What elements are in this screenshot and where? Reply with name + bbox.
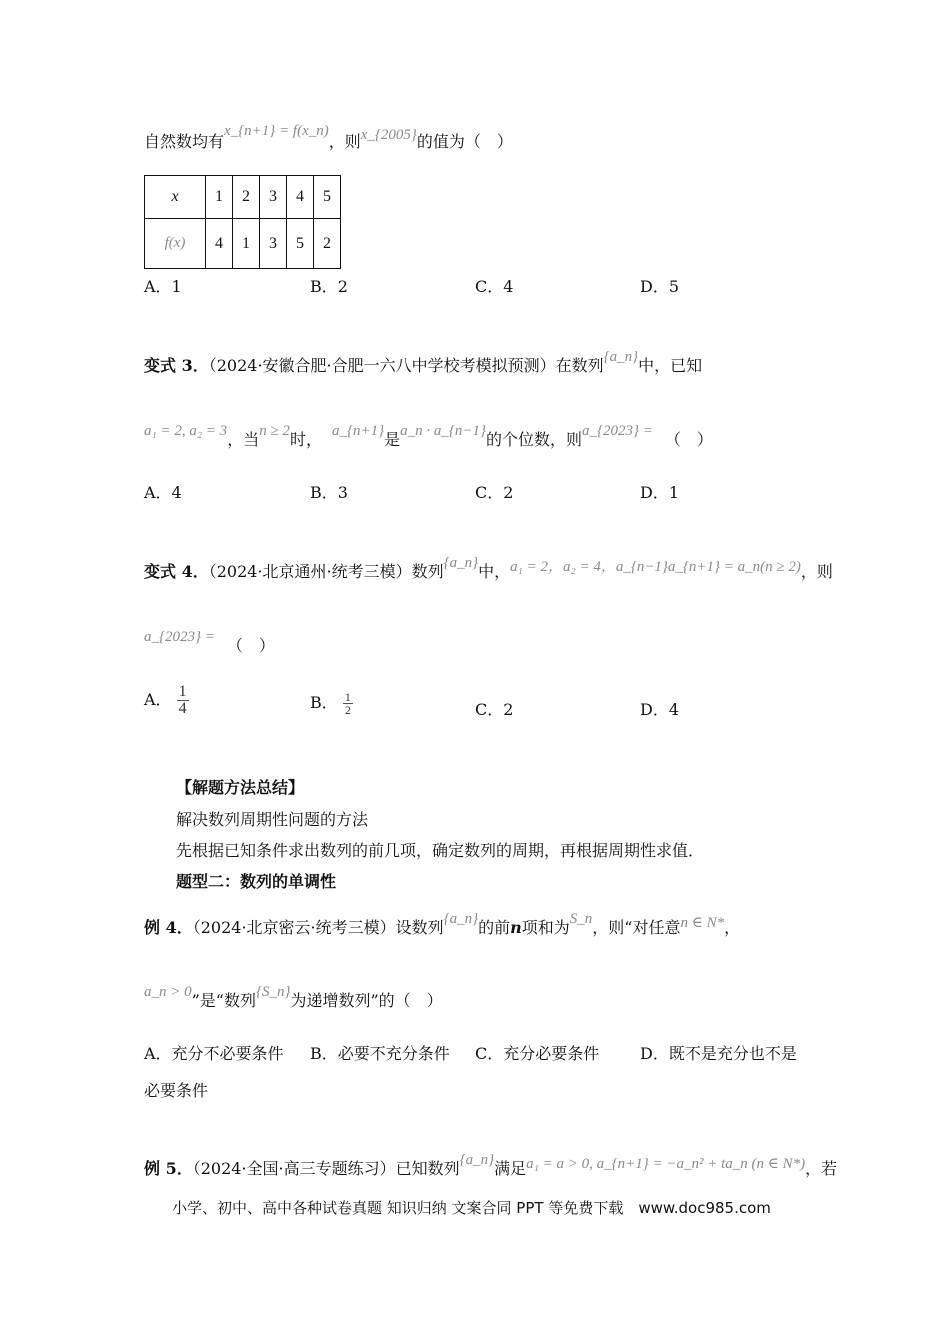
option-label: B．: [310, 693, 338, 712]
example4-option-a[interactable]: A．充分不必要条件: [144, 1044, 284, 1063]
intro-target: x_{2005}: [360, 127, 417, 143]
example4-option-d[interactable]: D．既不是充分也不是: [640, 1044, 797, 1063]
variant4-paren: （ ）: [226, 636, 275, 655]
variant3-text: 是: [384, 430, 401, 449]
variant4-label: 变式 4．: [144, 562, 209, 581]
example4-text: 为递增数列”的（ ）: [290, 991, 443, 1010]
example4-text: 项和为: [521, 918, 570, 937]
intro-text: 自然数均有: [144, 132, 225, 151]
option-c[interactable]: C．4: [475, 277, 514, 296]
example4-cond2: a_n > 0: [144, 984, 192, 1000]
variant4-option-c[interactable]: C．2: [475, 700, 514, 719]
example4-comma: ，: [724, 918, 741, 937]
variant3-option-b[interactable]: B．3: [310, 483, 348, 502]
table-cell: 2: [314, 219, 341, 269]
table-cell: 5: [314, 176, 341, 219]
fraction-one-half: $\frac{1}{2}$: [344, 690, 351, 717]
variant3-seq: {a_n}: [603, 349, 639, 365]
question-intro-line: [144, 123, 513, 153]
table-cell: 3: [260, 176, 287, 219]
table-cell: 3: [260, 219, 287, 269]
variant4-target: a_{2023} =: [144, 629, 215, 645]
table-header-fx: f(x): [145, 219, 206, 269]
example4-text: ，则“对任意: [592, 918, 681, 937]
variant3-option-d[interactable]: D．1: [640, 483, 680, 502]
variant4-cond: a₁ = 2，a₂ = 4，a_{n−1}a_{n+1} = a_n(n ≥ 2): [510, 559, 801, 575]
variant3-cond-n: n ≥ 2: [259, 423, 290, 439]
example4-cond: n ∈ N*: [680, 915, 725, 931]
example5-line1: [144, 1152, 838, 1180]
variant3-target: a_{2023} =: [581, 423, 653, 439]
variant4-line2: [144, 629, 275, 657]
example4-line1: [144, 911, 741, 939]
table-cell: 4: [287, 176, 314, 219]
option-a[interactable]: A．1: [144, 277, 182, 296]
example5-label: 例 5．: [144, 1159, 193, 1178]
variant3-option-c[interactable]: C．2: [475, 483, 514, 502]
example4-S: S_n: [569, 911, 593, 927]
example4-option-c[interactable]: C．充分必要条件: [475, 1044, 600, 1063]
variant3-option-a[interactable]: A．4: [144, 483, 182, 502]
variant3-text: ，当: [227, 430, 260, 449]
option-b[interactable]: B．2: [310, 277, 348, 296]
example4-n: n: [510, 918, 522, 937]
example4-text: 的前: [478, 918, 511, 937]
table-header-x: x: [145, 176, 206, 219]
variant3-source: （2024·安徽合肥·合肥一六八中学校考模拟预测）在数列: [208, 356, 604, 375]
variant3-text: 时，: [289, 430, 322, 449]
option-d[interactable]: D．5: [640, 277, 680, 296]
example4-line2: [144, 984, 443, 1012]
table-cell: 5: [287, 219, 314, 269]
example5-tail: ，若: [805, 1159, 838, 1178]
example4-option-d-wrap: 必要条件: [144, 1081, 209, 1100]
variant3-an1: a_{n+1}: [331, 423, 385, 439]
intro-formula: x_{n+1} = f(x_n): [224, 123, 329, 139]
example4-option-b[interactable]: B．必要不充分条件: [310, 1044, 450, 1063]
summary-line2: 先根据已知条件求出数列的前几项，确定数列的周期，再根据周期性求值．: [176, 841, 705, 860]
variant4-seq: {a_n}: [443, 555, 479, 571]
option-label: A．: [144, 690, 172, 709]
variant3-paren: （ ）: [664, 430, 713, 449]
example4-source: （2024·北京密云·统考三模）设数列: [192, 918, 444, 937]
example4-Sn: {S_n}: [256, 984, 291, 1000]
table-cell: 2: [233, 176, 260, 219]
variant3-label: 变式 3．: [144, 356, 209, 375]
fraction-one-quarter: $\frac{1}{4}$: [178, 683, 187, 717]
intro-text-mid: ，则: [328, 132, 361, 151]
example4-label: 例 4．: [144, 918, 193, 937]
variant3-line2: [144, 423, 713, 451]
example5-source: （2024·全国·高三专题练习）已知数列: [192, 1159, 460, 1178]
variant4-tail: ，则: [800, 562, 833, 581]
example4-seq: {a_n}: [443, 911, 479, 927]
intro-suffix: 的值为（ ）: [416, 132, 513, 151]
variant4-option-d[interactable]: D．4: [640, 700, 680, 719]
variant3-product: a_n · a_{n−1}: [400, 423, 486, 439]
variant3-tail: 中，已知: [638, 356, 703, 375]
example5-cond: a₁ = a > 0, a_{n+1} = −a_n² + ta_n (n ∈ N*): [526, 1156, 806, 1172]
variant3-cond-a: a₁ = 2, a₂ = 3: [144, 423, 228, 439]
example5-text: 满足: [494, 1159, 527, 1178]
table-cell: 4: [206, 219, 233, 269]
variant3-text: 的个位数，则: [485, 430, 582, 449]
variant4-option-b[interactable]: [310, 690, 353, 716]
example4-text: ”是“数列: [191, 991, 256, 1010]
footer-text: 小学、初中、高中各种试卷真题 知识归纳 文案合同 PPT 等免费下载 www.doc985.com: [172, 1199, 771, 1217]
table-cell: 1: [233, 219, 260, 269]
function-table: [144, 175, 341, 269]
summary-line1: 解决数列周期性问题的方法: [176, 810, 369, 829]
example5-seq: {a_n}: [459, 1152, 495, 1168]
variant4-text: 中，: [478, 562, 511, 581]
summary-heading: 【解题方法总结】: [176, 778, 305, 797]
variant4-option-a[interactable]: [144, 684, 189, 717]
variant4-source: （2024·北京通州·统考三模）数列: [208, 562, 444, 581]
type2-heading: 题型二：数列的单调性: [176, 872, 337, 891]
variant4-line1: [144, 555, 833, 583]
variant3-line1: [144, 349, 703, 377]
table-cell: 1: [206, 176, 233, 219]
